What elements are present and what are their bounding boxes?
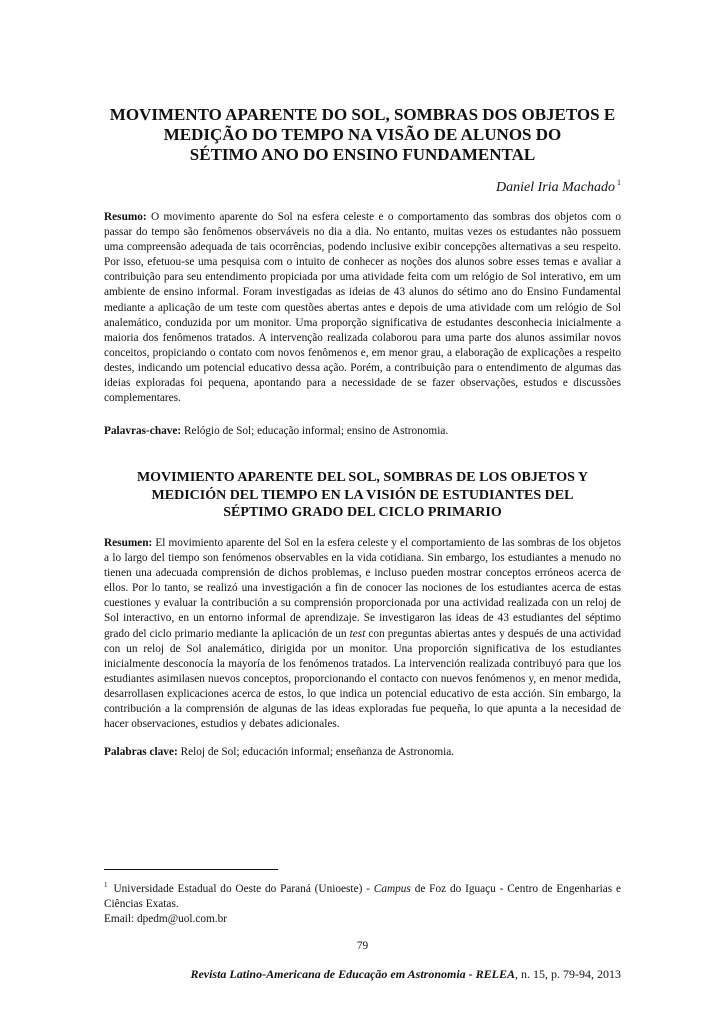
keywords-pt-text: Relógio de Sol; educação informal; ensino de Astronomia.: [184, 425, 449, 437]
abstract-pt-text: O movimento aparente do Sol na esfera celeste e o comportamento das sombras dos objetos com o passar do tempo são fenômenos observáveis no dia a dia. No entanto, muitas vezes os estudantes não possuem uma compreensão adequada de tais ocorrências, podendo inclusive exibir concepções alternativas a seu respeito. Por isso, efetuou-se uma pesquisa com o intuito de conhecer as noções dos alunos sobre esses temas e avaliar a contribuição para seu entendimento propiciada por uma atividade feita com um relógio de Sol interativo, em um ambiente de ensino informal. Foram investigadas as ideias de 43 alunos do sétimo ano do Ensino Fundamental mediante a aplicação de um teste com questões abertas antes e depois de uma atividade com um relógio de Sol analemático, conduzida por um monitor. Uma proporção significativa de estudantes desconhecia inicialmente a maioria dos fenômenos tratados. A intervenção realizada colaborou para uma parte dos alunos assimilar novos conceitos, propiciando o contato com novos fenômenos e, em menor grau, a elaboração de explicações a respeito destes, indicando um potencial educativo dessa ação. Porém, a contribuição para o entendimento de algumas das ideias exploradas foi pequena, apontando para a necessidade de se fazer observações, estudos e discussões complementares.: [104, 211, 621, 405]
title-pt-line-2: MEDIÇÃO DO TEMPO NA VISÃO DE ALUNOS DO: [163, 125, 562, 144]
abstract-spanish: [104, 536, 621, 732]
footnote-italic-word: Campus: [373, 883, 411, 895]
abstract-portuguese: [104, 210, 621, 406]
abstract-pt-label: Resumo:: [104, 211, 147, 223]
page-number: 79: [356, 940, 369, 952]
title-es-line-2: MEDICIÓN DEL TIEMPO EN LA VISIÓN DE ESTUDIANTES DEL: [151, 487, 574, 503]
keywords-es-label: Palabras clave:: [104, 746, 178, 758]
journal-footer: [190, 967, 621, 982]
title-spanish: [90, 469, 635, 522]
journal-details: , n. 15, p. 79-94, 2013: [515, 967, 621, 981]
abstract-es-text-after: con preguntas abiertas antes y después de una actividad con un reloj de Sol analemático, dirigida por un monitor. Una proporción significativa de los estudiantes inicialmente desconocía la mayoría de los fenómenos tratados. La intervención realizada contribuyó para que los estudiantes asimilasen nuevos conceptos, proporcionando el contacto con nuevos fenómenos y, en menor medida, desarrollasen explicaciones acerca de estos, lo que indica un potencial educativo de esta acción. Sin embargo, la contribución a la comprensión de algunas de las ideas exploradas fue pequeña, lo que apunta a la necesidad de hacer observaciones, estudios y debates adicionales.: [104, 627, 622, 731]
keywords-spanish: [104, 745, 621, 760]
title-portuguese: [90, 105, 635, 165]
author-line: [496, 178, 621, 196]
author-name: Daniel Iria Machado: [496, 180, 615, 195]
footnote-email: Email: dpedm@uol.com.br: [104, 912, 228, 925]
title-pt-line-1: MOVIMENTO APARENTE DO SOL, SOMBRAS DOS OBJETOS E: [109, 105, 616, 124]
title-es-line-1: MOVIMIENTO APARENTE DEL SOL, SOMBRAS DE LOS OBJETOS Y: [136, 470, 589, 485]
abstract-es-italic-word: test: [349, 627, 366, 640]
abstract-es-text-before: El movimiento aparente del Sol en la esfera celeste y el comportamiento de las sombras de los objetos a lo largo del tiempo son fenómenos observables en la vida cotidiana. Sin embargo, los estudiantes a menudo no tienen una adecuada comprensión de dichos problemas, e incluso pueden mostrar conceptos erróneos acerca de ellos. Por lo tanto, se realizó una investigación a fin de conocer las nociones de los estudiantes acerca de estas cuestiones y evaluar la contribución a su comprensión proporcionada por una actividad realizada con un reloj de Sol interactivo, en un entorno informal de aprendizaje. Se investigaron las ideas de 43 estudiantes del séptimo grado del ciclo primario mediante la aplicación de un: [104, 537, 622, 640]
footnote-text-after: de Foz do Iguaçu - Centro de Engenharias e Ciências Exatas.: [104, 883, 621, 910]
title-es-line-3: SÉPTIMO GRADO DEL CICLO PRIMARIO: [223, 505, 502, 520]
keywords-pt-label: Palavras-chave:: [104, 425, 182, 437]
author-footnote-mark: 1: [617, 178, 621, 187]
footnote-text-before: Universidade Estadual do Oeste do Paraná (Unioeste) -: [113, 883, 370, 895]
abstract-es-label: Resumen:: [104, 537, 153, 549]
footnote-divider: [104, 869, 278, 870]
title-pt-line-3: SÉTIMO ANO DO ENSINO FUNDAMENTAL: [189, 145, 536, 164]
footnote-mark: 1: [104, 881, 108, 889]
keywords-portuguese: [104, 424, 621, 439]
keywords-es-text: Reloj de Sol; educación informal; enseñanza de Astronomia.: [180, 746, 455, 758]
journal-title: Revista Latino-Americana de Educação em Astronomia - RELEA: [190, 967, 515, 981]
footnote: [104, 878, 621, 926]
